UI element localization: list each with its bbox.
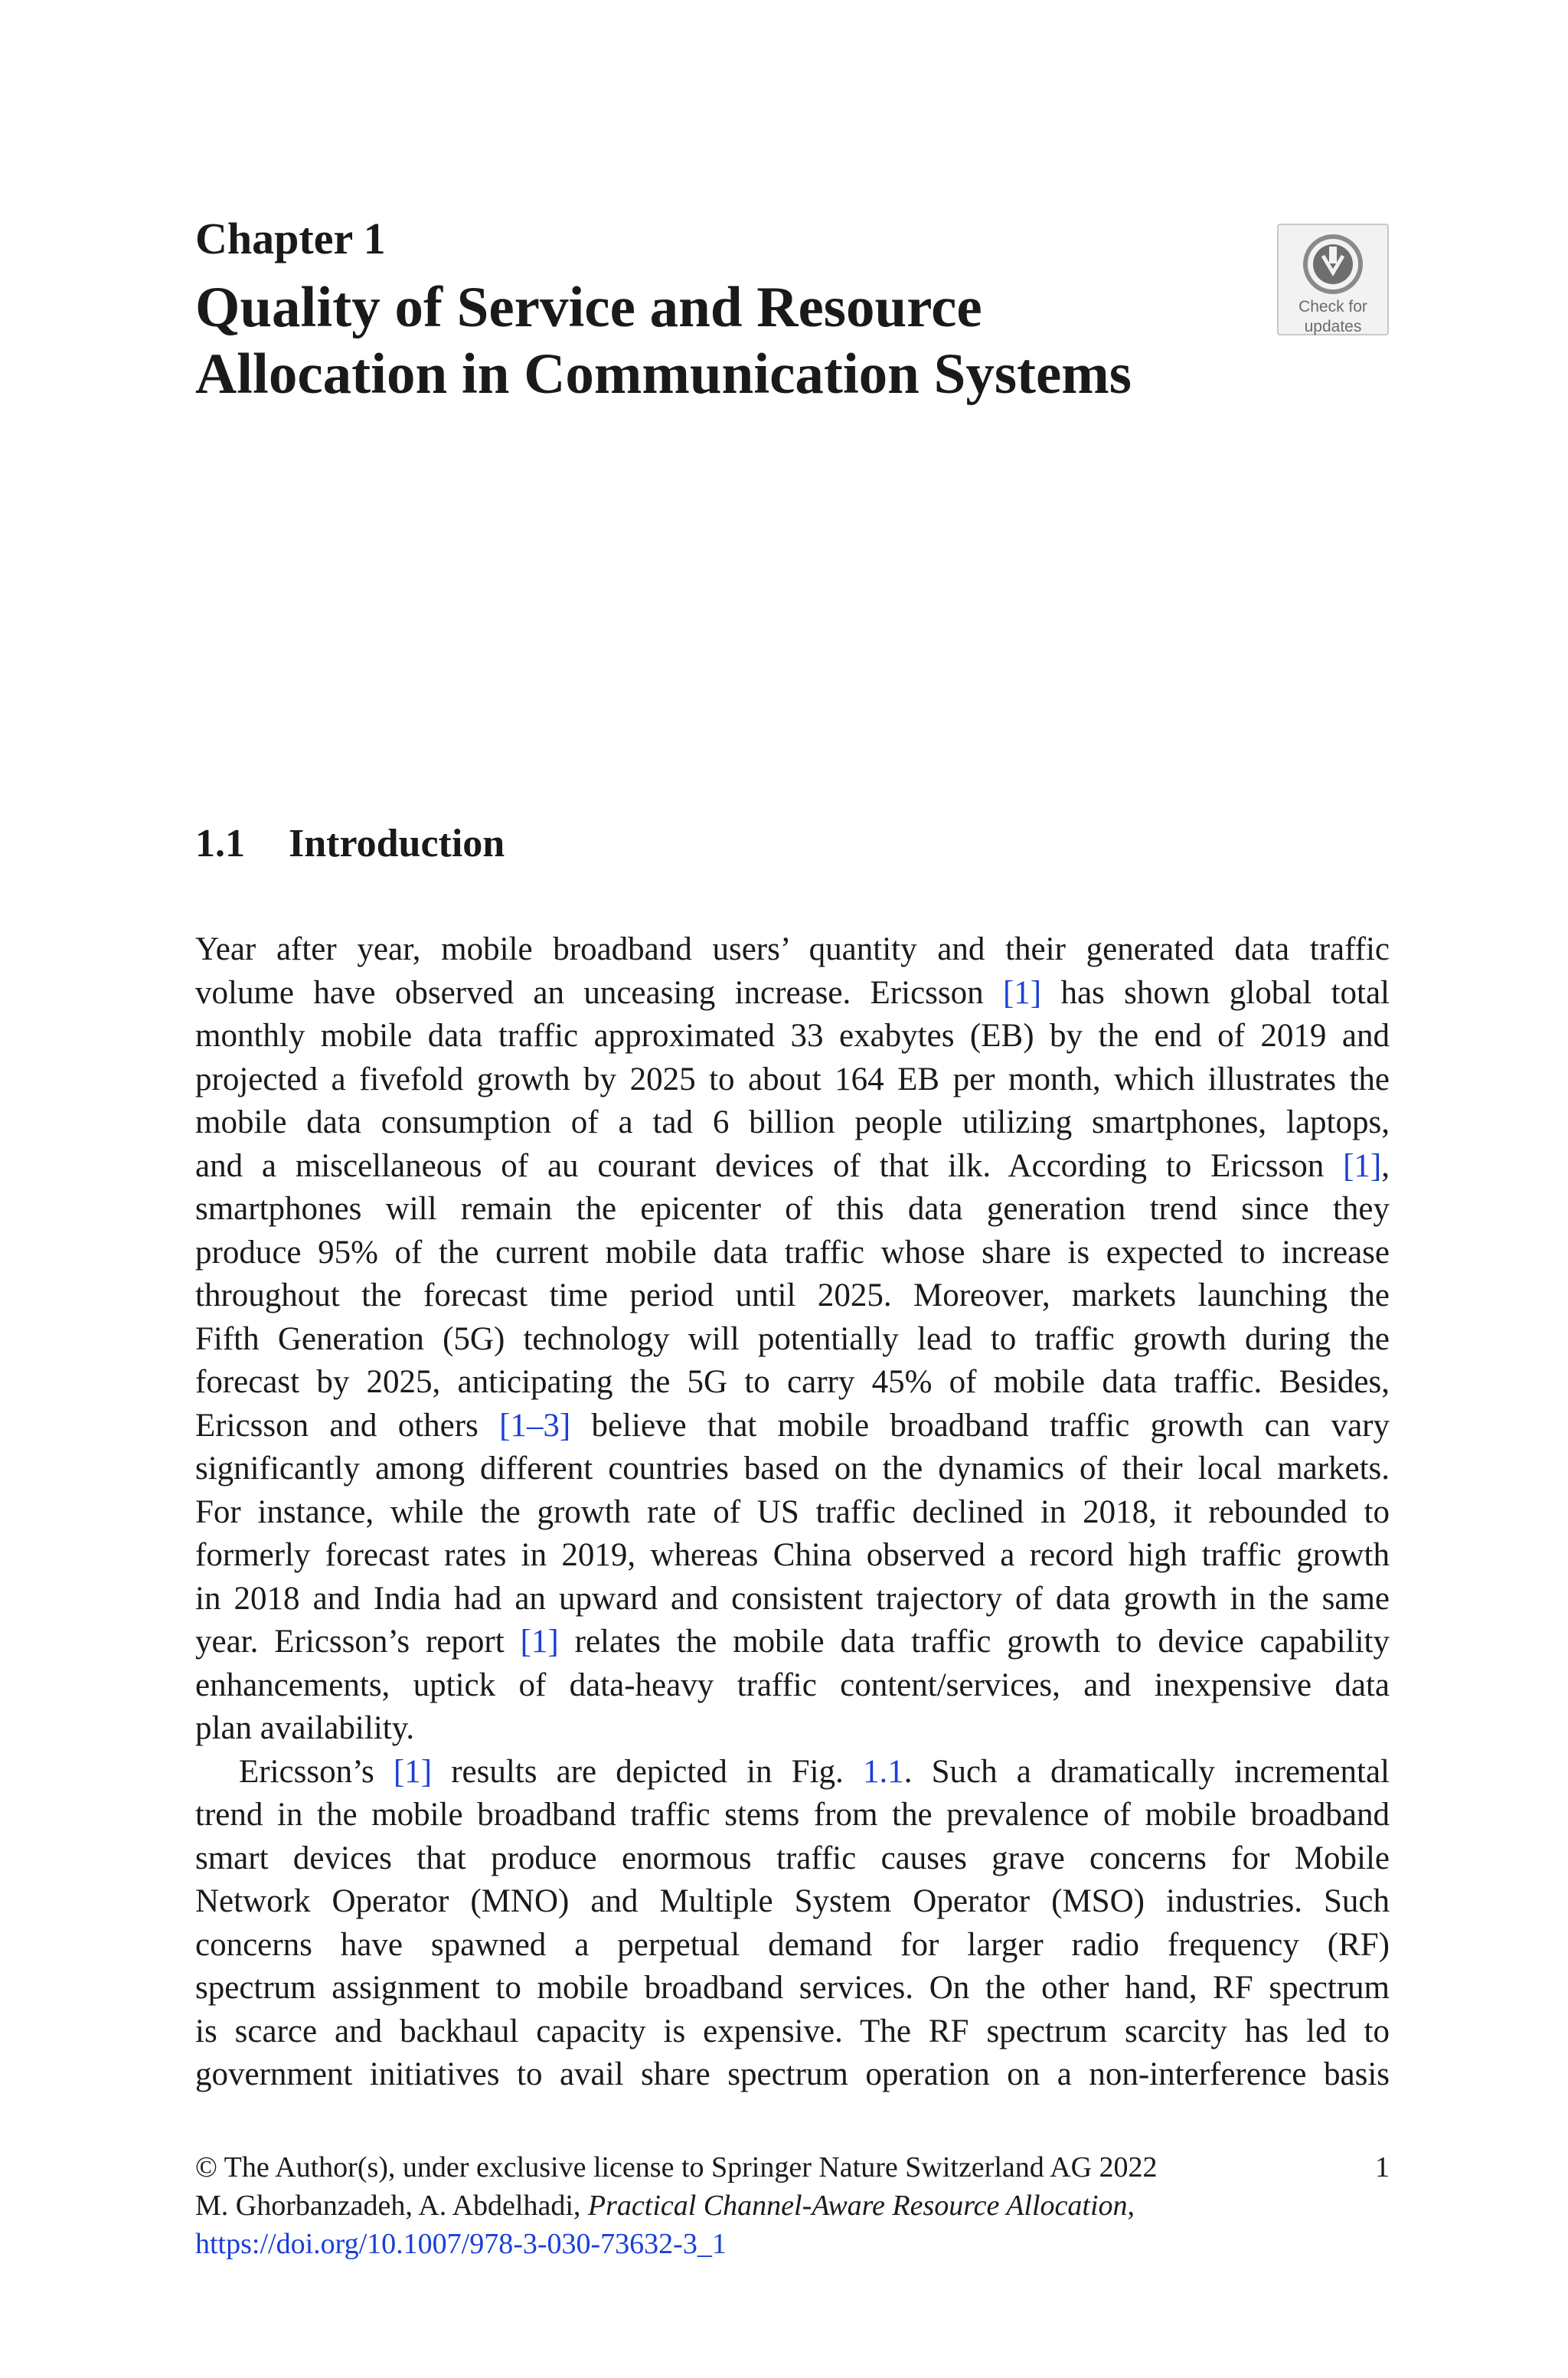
text-run: Ericsson and others [195,1407,500,1444]
citation-punct: , [1127,2190,1135,2222]
badge-text-line2: updates [1304,318,1362,335]
text-run: significantly among different countries based on the dynamics of their local markets. [195,1451,1390,1487]
page-footer [195,2148,1390,2263]
text-line [195,1318,1390,1362]
text-line [195,1015,1390,1058]
text-line [195,1664,1390,1708]
text-run: , [1381,1147,1390,1184]
text-line [195,1361,1390,1405]
text-run: has shown global total [1041,974,1390,1011]
section-title: Introduction [289,822,505,865]
text-run: For instance, while the growth rate of US traffic declined in 2018, it rebounded to [195,1493,1390,1530]
section-number: 1.1 [195,822,245,865]
book-title: Practical Channel-Aware Resource Allocation [587,2190,1128,2222]
doi-link[interactable]: https://doi.org/10.1007/978-3-030-73632-3_1 [195,2228,727,2260]
text-line [195,1058,1390,1102]
citation-link[interactable]: [1] [1002,974,1042,1011]
text-line [195,1534,1390,1578]
text-run: Fifth Generation (5G) technology will potentially lead to traffic growth during the [195,1320,1390,1357]
text-line [195,1880,1390,1924]
text-line [195,2053,1390,2097]
authors: M. Ghorbanzadeh, A. Abdelhadi, [195,2190,588,2222]
text-line [195,1794,1390,1837]
text-line [195,928,1390,972]
text-run: mobile data consumption of a tad 6 billion people utilizing smartphones, laptops, [195,1104,1390,1140]
copyright-line: © The Author(s), under exclusive license to Springer Nature Switzerland AG 2022 [195,2151,1158,2183]
text-run: formerly forecast rates in 2019, whereas China observed a record high traffic growth [195,1537,1390,1573]
text-run: in 2018 and India had an upward and consistent trajectory of data growth in the same [195,1580,1390,1617]
text-line [195,1232,1390,1275]
text-line [195,1274,1390,1318]
text-run: smartphones will remain the epicenter of this data generation trend since they [195,1191,1390,1227]
text-run: Network Operator (MNO) and Multiple System Operator (MSO) industries. Such [195,1883,1390,1919]
citation-link[interactable]: [1] [1343,1147,1382,1184]
chapter-title [195,274,1267,407]
text-run: concerns have spawned a perpetual demand for larger radio frequency (RF) [195,1926,1390,1963]
citation-line [195,2187,1390,2225]
text-run: Year after year, mobile broadband users’ quantity and their generated data traffic [195,931,1390,967]
text-run: forecast by 2025, anticipating the 5G to carry 45% of mobile data traffic. Besides, [195,1364,1390,1400]
page-number: 1 [1375,2151,1390,2183]
text-line [195,1188,1390,1232]
chapter-title-line: Quality of Service and Resource [195,276,982,339]
text-run: volume have observed an unceasing increase. Ericsson [195,974,1003,1011]
check-for-updates-icon [1302,233,1364,296]
text-line [195,1447,1390,1491]
text-run: throughout the forecast time period until 2025. Moreover, markets launching the [195,1277,1390,1313]
chapter-label: Chapter 1 [195,214,386,263]
text-run: plan availability. [195,1710,415,1746]
badge-text-line1: Check for [1298,298,1367,316]
text-run: produce 95% of the current mobile data traffic whose share is expected to increase [195,1234,1390,1271]
text-line [195,972,1390,1016]
text-line [195,1145,1390,1189]
body-text [195,928,1390,2097]
text-run: trend in the mobile broadband traffic stems from the prevalence of mobile broadband [195,1797,1390,1833]
text-run: relates the mobile data traffic growth to device capability [558,1624,1390,1660]
text-run: results are depicted in Fig. [432,1753,863,1790]
text-line [195,1491,1390,1535]
text-run: believe that mobile broadband traffic growth can vary [570,1407,1390,1444]
text-line [195,1837,1390,1881]
text-line [195,1924,1390,1967]
text-line [195,1707,1390,1751]
text-line [195,1967,1390,2010]
text-run: . Such a dramatically incremental [903,1753,1390,1790]
text-line [195,1621,1390,1664]
section-heading [195,821,505,866]
text-run: projected a fivefold growth by 2025 to about 164 EB per month, which illustrates the [195,1061,1390,1097]
text-run: smart devices that produce enormous traffic causes grave concerns for Mobile [195,1840,1390,1876]
text-run: government initiatives to avail share spectrum operation on a non-interference basis [195,2056,1390,2092]
citation-link[interactable]: [1] [520,1624,559,1660]
text-line [195,1578,1390,1621]
text-run: and a miscellaneous of au courant devices of that ilk. According to Ericsson [195,1147,1344,1184]
text-run: year. Ericsson’s report [195,1624,521,1660]
text-run: monthly mobile data traffic approximated 33 exabytes (EB) by the end of 2019 and [195,1018,1390,1054]
chapter-title-line: Allocation in Communication Systems [195,342,1132,406]
text-run: is scarce and backhaul capacity is expensive. The RF spectrum scarcity has led to [195,2013,1390,2049]
text-run: Ericsson’s [239,1753,394,1790]
text-run: enhancements, uptick of data-heavy traffic content/services, and inexpensive data [195,1667,1390,1703]
check-for-updates-badge[interactable] [1277,224,1389,335]
text-line [195,1751,1390,1794]
text-run: spectrum assignment to mobile broadband services. On the other hand, RF spectrum [195,1970,1390,2006]
text-line [195,1405,1390,1448]
text-line [195,2010,1390,2054]
citation-link[interactable]: [1] [393,1753,433,1790]
citation-link[interactable]: [1–3] [499,1407,571,1444]
citation-link[interactable]: 1.1 [862,1753,904,1790]
text-line [195,1101,1390,1145]
